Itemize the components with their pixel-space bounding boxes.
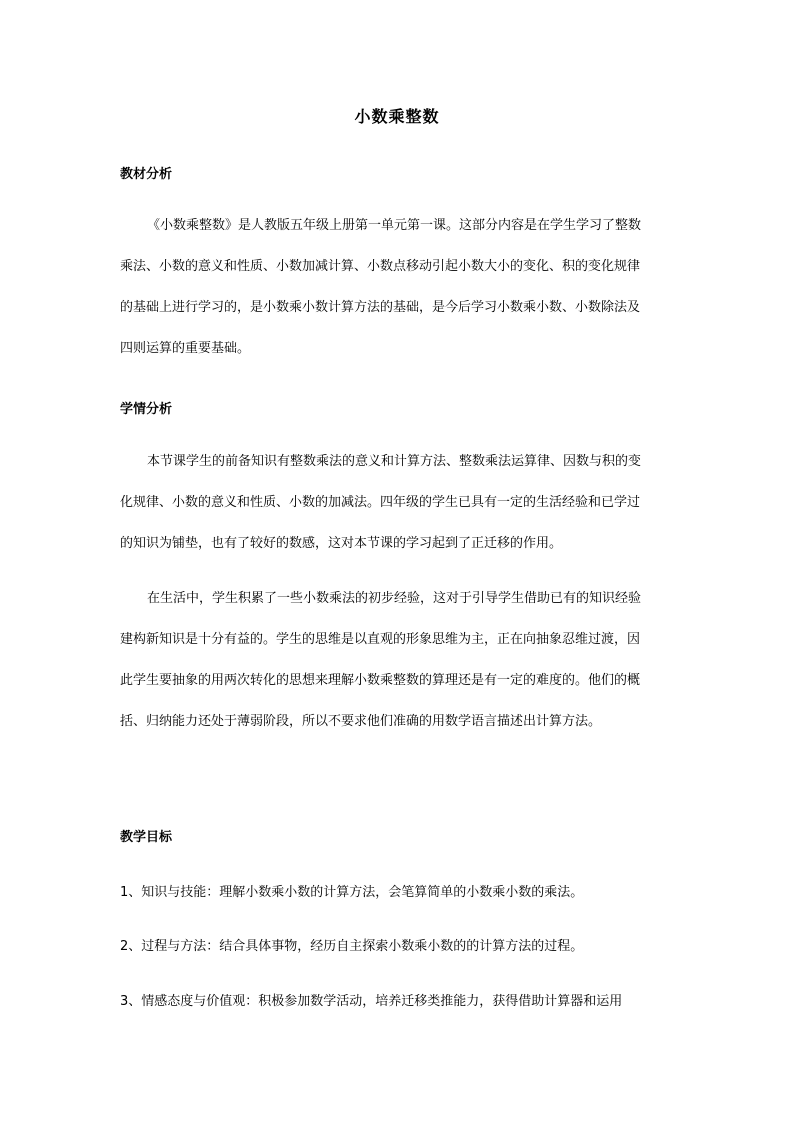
paragraph-student-analysis-2: [120, 578, 676, 742]
paragraph-line: 在生活中，学生积累了一些小数乘法的初步经验，这对于引导学生借助已有的知识经验: [147, 591, 642, 606]
paragraph-line: 《小数乘整数》是人教版五年级上册第一单元第一课。这部分内容是在学生学习了整数: [147, 218, 642, 233]
paragraph-line: 括、归纳能力还处于薄弱阶段，所以不要求他们准确的用数学语言描述出计算方法。: [120, 714, 602, 729]
paragraph-student-analysis-1: [120, 441, 676, 564]
document-title: 小数乘整数: [354, 107, 440, 126]
goal-item-3: 3、情感态度与价值观：积极参加数学活动，培养迁移类推能力，获得借助计算器和运用: [120, 994, 623, 1009]
paragraph-line: 建构新知识是十分有益的。学生的思维是以直观的形象思维为主，正在向抽象忍维过渡，因: [120, 632, 641, 647]
paragraph-line: 此学生要抽象的用两次转化的思想来理解小数乘整数的算理还是有一定的难度的。他们的概: [120, 673, 641, 688]
heading-teaching-goals: 教学目标: [120, 830, 173, 845]
heading-material-analysis: 教材分析: [120, 167, 173, 182]
paragraph-line: 的基础上进行学习的，是小数乘小数计算方法的基础，是今后学习小数乘小数、小数除法及: [120, 300, 641, 315]
goal-item-1: 1、知识与技能：理解小数乘小数的计算方法，会笔算简单的小数乘小数的乘法。: [120, 885, 584, 900]
goal-item-2: 2、过程与方法：结合具体事物，经历自主探索小数乘小数的的计算方法的过程。: [120, 939, 584, 954]
paragraph-line: 化规律、小数的意义和性质、小数的加减法。四年级的学生已具有一定的生活经验和已学过: [120, 495, 641, 510]
paragraph-line: 四则运算的重要基础。: [120, 341, 251, 356]
paragraph-material-analysis: [120, 205, 676, 369]
paragraph-line: 本节课学生的前备知识有整数乘法的意义和计算方法、整数乘法运算律、因数与积的变: [147, 454, 642, 469]
paragraph-line: 乘法、小数的意义和性质、小数加减计算、小数点移动引起小数大小的变化、积的变化规律: [120, 259, 641, 274]
heading-student-analysis: 学情分析: [120, 402, 173, 417]
paragraph-line: 的知识为铺垫，也有了较好的数感，这对本节课的学习起到了正迁移的作用。: [120, 536, 563, 551]
